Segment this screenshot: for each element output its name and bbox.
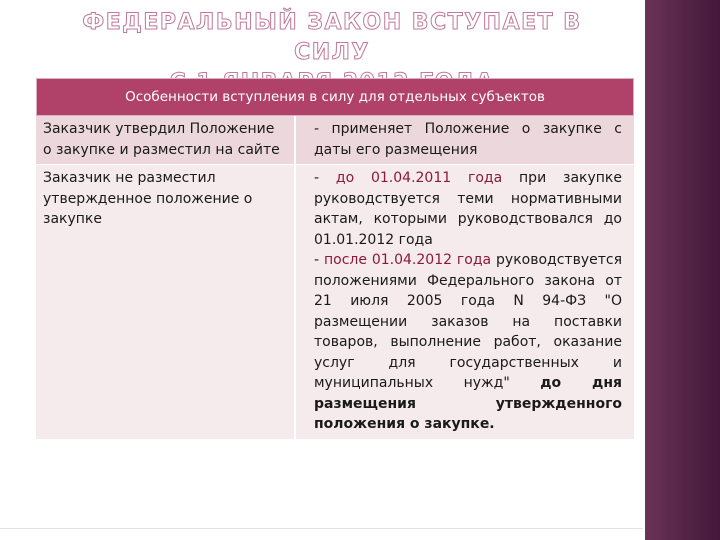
decorative-sidebar <box>643 0 720 540</box>
rule-1-text: при закупке руководствуется теми нормативными актам, которыми руководствовался до 01.01.2012 года <box>314 170 623 248</box>
table-row <box>36 165 634 439</box>
bottom-divider <box>0 528 643 529</box>
rule-2-dash: - <box>314 252 324 268</box>
row-2-rule-cell <box>296 165 634 439</box>
sidebar-divider <box>643 0 645 540</box>
rule-1-date: до 01.04.2011 года <box>335 170 503 186</box>
rule-2-emphasis: до дня размещения утвержденного положения о закупке. <box>314 375 622 432</box>
rule-2-date: после 01.04.2012 года <box>323 252 492 268</box>
row-1-subject-cell: Заказчик утвердил Положение о закупке и разместил на сайте <box>36 116 296 165</box>
row-1-rule-cell: - применяет Положение о закупке с даты его размещения <box>296 116 634 165</box>
row-2-subject-cell: Заказчик не разместил утвержденное положение о закупке <box>36 165 296 439</box>
slide-title-line-1: ФЕДЕРАЛЬНЫЙ ЗАКОН ВСТУПАЕТ В СИЛУ <box>82 10 582 65</box>
table-row <box>36 116 634 165</box>
subjects-table <box>36 78 634 439</box>
rule-1-dash: - <box>314 170 336 186</box>
table-header: Особенности вступления в силу для отдельных субъектов <box>36 78 634 116</box>
rule-2-text: руководствуется положениями Федерального закона от 21 июля 2005 года N 94-ФЗ "О размещении заказов на поставки товаров, выполнение работ, оказание услуг для государственных и муниципальных нужд" <box>314 252 622 391</box>
